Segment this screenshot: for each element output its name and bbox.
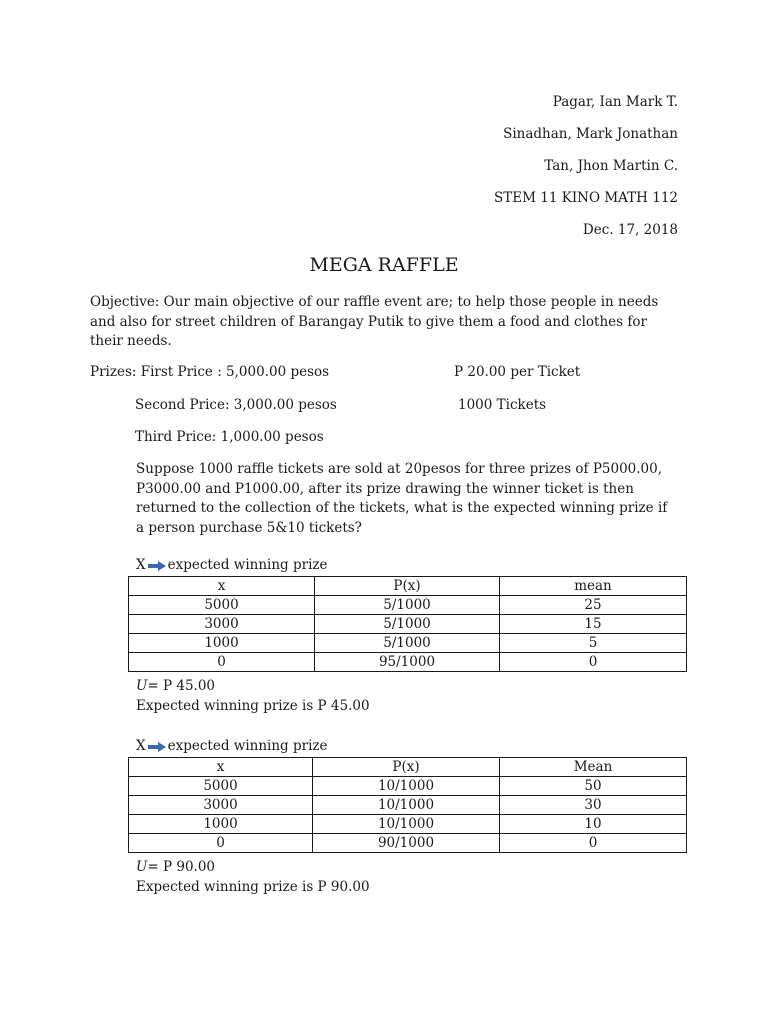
objective-paragraph: Objective: Our main objective of our raffle event are; to help those people in needs and also for street children of Barangay Putik to give them a food and clothes for their needs.	[90, 294, 659, 349]
table-cell: 5	[500, 634, 687, 653]
table-cell: 5/1000	[315, 596, 500, 615]
variable-x: X	[136, 738, 146, 754]
table-cell: 10	[500, 815, 687, 834]
variable-x: X	[136, 557, 146, 573]
price-per-ticket: P 20.00 per Ticket	[454, 364, 581, 380]
table-cell: 50	[500, 777, 687, 796]
right-arrow-icon	[147, 560, 167, 572]
table1-label	[136, 557, 328, 573]
mean-value: = P 90.00	[147, 859, 216, 875]
column-header: Mean	[500, 758, 687, 777]
expected-prize-table-10-tickets	[128, 757, 687, 853]
table-cell: 0	[500, 834, 687, 853]
column-header: x	[129, 577, 315, 596]
course-label: STEM 11 KINO MATH 112	[494, 190, 678, 206]
variable-description: expected winning prize	[167, 557, 328, 573]
mean-result	[136, 859, 215, 875]
conclusion-text: Expected winning prize is P 90.00	[136, 879, 370, 895]
table2-label	[136, 738, 328, 754]
table-cell: 3000	[129, 796, 313, 815]
column-header: P(x)	[313, 758, 500, 777]
table-row	[129, 796, 687, 815]
mu-symbol: U	[136, 678, 148, 694]
table-cell: 10/1000	[313, 815, 500, 834]
first-prize: Prizes: First Price : 5,000.00 pesos	[90, 364, 330, 380]
table-cell: 5/1000	[315, 634, 500, 653]
mu-symbol: U	[136, 859, 148, 875]
second-prize: Second Price: 3,000.00 pesos	[135, 397, 337, 413]
table-cell: 25	[500, 596, 687, 615]
author-name-1: Pagar, Ian Mark T.	[552, 94, 678, 110]
table-row	[129, 777, 687, 796]
problem-paragraph: Suppose 1000 raffle tickets are sold at 20pesos for three prizes of P5000.00, P3000.00 and P1000.00, after its prize drawing the winner ticket is then returned to the collection of the tickets, what is the expected winning prize if a person purchase 5&10 tickets?	[136, 461, 668, 536]
table-cell: 0	[129, 653, 315, 672]
table-cell: 5/1000	[315, 615, 500, 634]
document-date: Dec. 17, 2018	[582, 222, 678, 238]
table-cell: 90/1000	[313, 834, 500, 853]
table-row	[129, 615, 687, 634]
column-header: x	[129, 758, 313, 777]
table-row	[129, 834, 687, 853]
column-header: P(x)	[315, 577, 500, 596]
mean-value: = P 45.00	[147, 678, 216, 694]
expected-prize-table-5-tickets	[128, 576, 687, 672]
table-cell: 10/1000	[313, 777, 500, 796]
table-row	[129, 815, 687, 834]
table-cell: 5000	[129, 596, 315, 615]
table-cell: 0	[129, 834, 313, 853]
author-name-2: Sinadhan, Mark Jonathan	[503, 126, 678, 142]
page-title: MEGA RAFFLE	[309, 254, 459, 276]
table-cell: 1000	[129, 634, 315, 653]
table-cell: 15	[500, 615, 687, 634]
table-row	[129, 596, 687, 615]
table-header-row	[129, 577, 687, 596]
conclusion-text: Expected winning prize is P 45.00	[136, 698, 370, 714]
variable-description: expected winning prize	[167, 738, 328, 754]
author-name-3: Tan, Jhon Martin C.	[544, 158, 678, 174]
table-cell: 5000	[129, 777, 313, 796]
third-prize: Third Price: 1,000.00 pesos	[135, 429, 324, 445]
table-cell: 30	[500, 796, 687, 815]
table-cell: 10/1000	[313, 796, 500, 815]
table-header-row	[129, 758, 687, 777]
mean-result	[136, 678, 215, 694]
table-cell: 0	[500, 653, 687, 672]
table-row	[129, 634, 687, 653]
table-cell: 95/1000	[315, 653, 500, 672]
table-cell: 1000	[129, 815, 313, 834]
column-header: mean	[500, 577, 687, 596]
right-arrow-icon	[147, 741, 167, 753]
table-cell: 3000	[129, 615, 315, 634]
ticket-count: 1000 Tickets	[458, 397, 547, 413]
table-row	[129, 653, 687, 672]
